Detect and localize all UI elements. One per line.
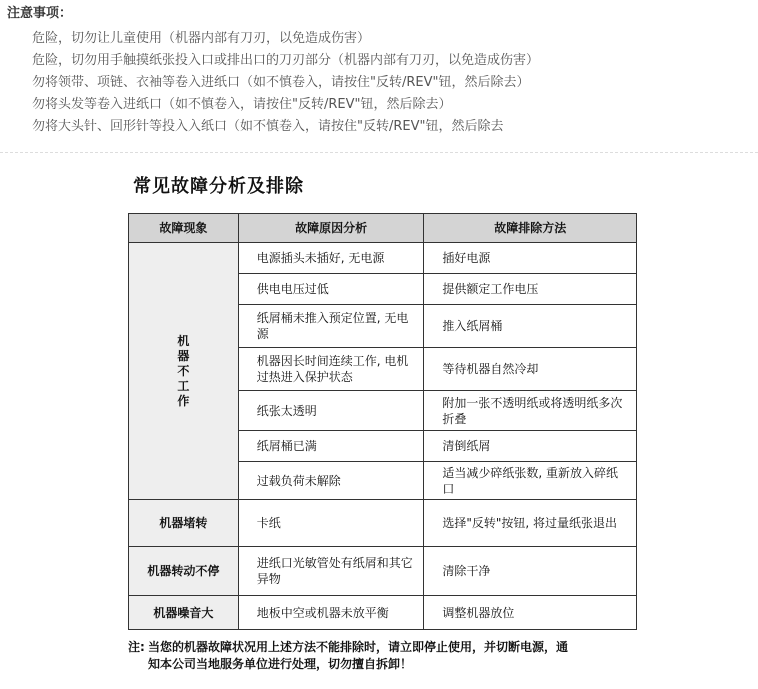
notice-item: 勿将大头针、回形针等投入入纸口（如不慎卷入，请按住"反转/REV"钮，然后除去 — [32, 119, 504, 134]
symptom-text: 机器噪音大 — [153, 605, 214, 620]
fault-table — [128, 213, 637, 630]
symptom-cell — [129, 243, 239, 500]
header-solution: 故障排除方法 — [424, 214, 637, 243]
footnote-line-2: 知本公司当地服务单位进行处理，切勿擅自拆卸！ — [148, 657, 413, 671]
cause-cell: 纸屑桶未推入预定位置, 无电源 — [238, 305, 424, 348]
table-header-row — [129, 214, 637, 243]
header-cause: 故障原因分析 — [238, 214, 424, 243]
solution-cell: 提供额定工作电压 — [424, 274, 637, 305]
cause-cell: 地板中空或机器未放平衡 — [238, 596, 424, 630]
notice-item: 危险，切勿让儿童使用（机器内部有刀刃，以免造成伤害） — [32, 31, 371, 46]
table-row — [129, 243, 637, 274]
notice-section — [7, 4, 755, 138]
footnote — [128, 639, 628, 673]
solution-cell: 清除干净 — [424, 547, 637, 596]
table-row — [129, 500, 637, 547]
cause-cell: 供电电压过低 — [238, 274, 424, 305]
symptom-text: 机器转动不停 — [147, 564, 220, 578]
solution-cell: 适当减少碎纸张数, 重新放入碎纸口 — [424, 462, 637, 500]
solution-cell: 调整机器放位 — [424, 596, 637, 630]
cause-cell: 机器因长时间连续工作, 电机过热进入保护状态 — [238, 348, 424, 391]
cause-cell: 进纸口光敏管处有纸屑和其它异物 — [238, 547, 424, 596]
notice-list — [32, 28, 755, 138]
cause-cell: 过载负荷未解除 — [238, 462, 424, 500]
solution-cell: 插好电源 — [424, 243, 637, 274]
symptom-cell — [129, 596, 239, 630]
table-body — [129, 243, 637, 630]
solution-cell: 选择"反转"按钮, 将过量纸张退出 — [424, 500, 637, 547]
table-row — [129, 596, 637, 630]
notice-item: 勿将头发等卷入进纸口（如不慎卷入，请按住"反转/REV"钮，然后除去） — [32, 97, 452, 112]
cause-cell: 纸屑桶已满 — [238, 431, 424, 462]
table-row — [129, 547, 637, 596]
symptom-text: 机器堵转 — [159, 516, 208, 530]
footnote-text-1: 当您的机器故障状况用上述方法不能排除时，请立即停止使用，并切断电源，通 — [148, 640, 569, 654]
footnote-line-1 — [128, 639, 628, 656]
header-symptom: 故障现象 — [129, 214, 239, 243]
notice-item: 勿将领带、项链、衣袖等卷入进纸口（如不慎卷入，请按住"反转/REV"钮，然后除去） — [32, 75, 530, 90]
solution-cell: 清倒纸屑 — [424, 431, 637, 462]
notice-item: 危险，切勿用手触摸纸张投入口或排出口的刀刃部分（机器内部有刀刃，以免造成伤害） — [32, 53, 540, 68]
solution-cell: 附加一张不透明纸或将透明纸多次折叠 — [424, 391, 637, 431]
dashed-divider — [0, 152, 758, 153]
cause-cell: 卡纸 — [238, 500, 424, 547]
cause-cell: 纸张太透明 — [238, 391, 424, 431]
symptom-cell — [129, 547, 239, 596]
symptom-cell — [129, 500, 239, 547]
footnote-label: 注: — [128, 640, 145, 654]
solution-cell: 推入纸屑桶 — [424, 305, 637, 348]
cause-cell: 电源插头未插好, 无电源 — [238, 243, 424, 274]
notice-title: 注意事项： — [7, 6, 73, 21]
section-title: 常见故障分析及排除 — [133, 176, 304, 197]
symptom-text: 机器不工作 — [177, 333, 190, 408]
solution-cell: 等待机器自然冷却 — [424, 348, 637, 391]
